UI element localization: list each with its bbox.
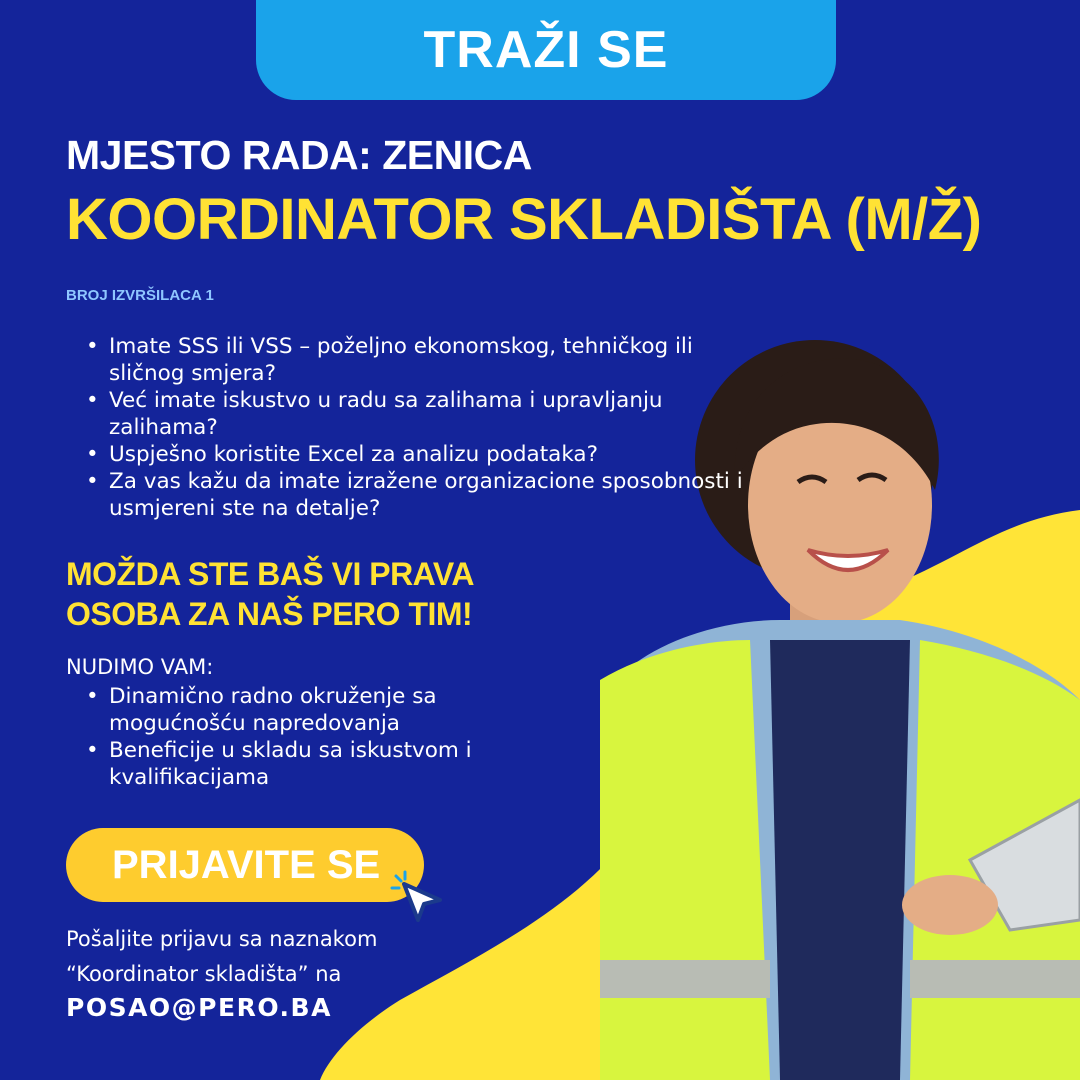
cursor-click-icon: [388, 870, 448, 930]
tagline-line-2: OSOBA ZA NAŠ PERO TIM!: [66, 596, 473, 632]
list-item: • Za vas kažu da imate izražene organizacione sposobnosti i usmjereni ste na detalje?: [86, 468, 746, 522]
tagline-line-1: MOŽDA STE BAŠ VI PRAVA: [66, 556, 474, 592]
requirements-list: [86, 333, 746, 522]
top-banner: [256, 0, 836, 100]
positions-count: BROJ IZVRŠILACA 1: [66, 287, 214, 304]
list-item: • Beneficije u skladu sa iskustvom i kvalifikacijama: [86, 737, 566, 791]
list-item: • Već imate iskustvo u radu sa zalihama i upravljanju zalihama?: [86, 387, 746, 441]
offer-list: [86, 683, 566, 791]
list-item: • Imate SSS ili VSS – poželjno ekonomskog, tehničkog ili sličnog smjera?: [86, 333, 746, 387]
instructions-line-1: Pošaljite prijavu sa naznakom: [66, 927, 378, 951]
list-item: • Dinamično radno okruženje sa mogućnošću napredovanja: [86, 683, 566, 737]
application-instructions: [66, 922, 526, 992]
banner-label: TRAŽI SE: [423, 21, 669, 79]
instructions-line-2: “Koordinator skladišta” na: [66, 962, 342, 986]
offer-title: NUDIMO VAM:: [66, 655, 214, 679]
list-item: • Uspješno koristite Excel za analizu podataka?: [86, 441, 746, 468]
email-link[interactable]: POSAO@PERO.BA: [66, 993, 332, 1022]
apply-button-label: PRIJAVITE SE: [112, 842, 381, 887]
job-location: MJESTO RADA: ZENICA: [66, 132, 532, 178]
apply-button[interactable]: [66, 828, 424, 902]
tagline: [66, 554, 474, 634]
job-title: KOORDINATOR SKLADIŠTA (M/Ž): [66, 187, 982, 252]
